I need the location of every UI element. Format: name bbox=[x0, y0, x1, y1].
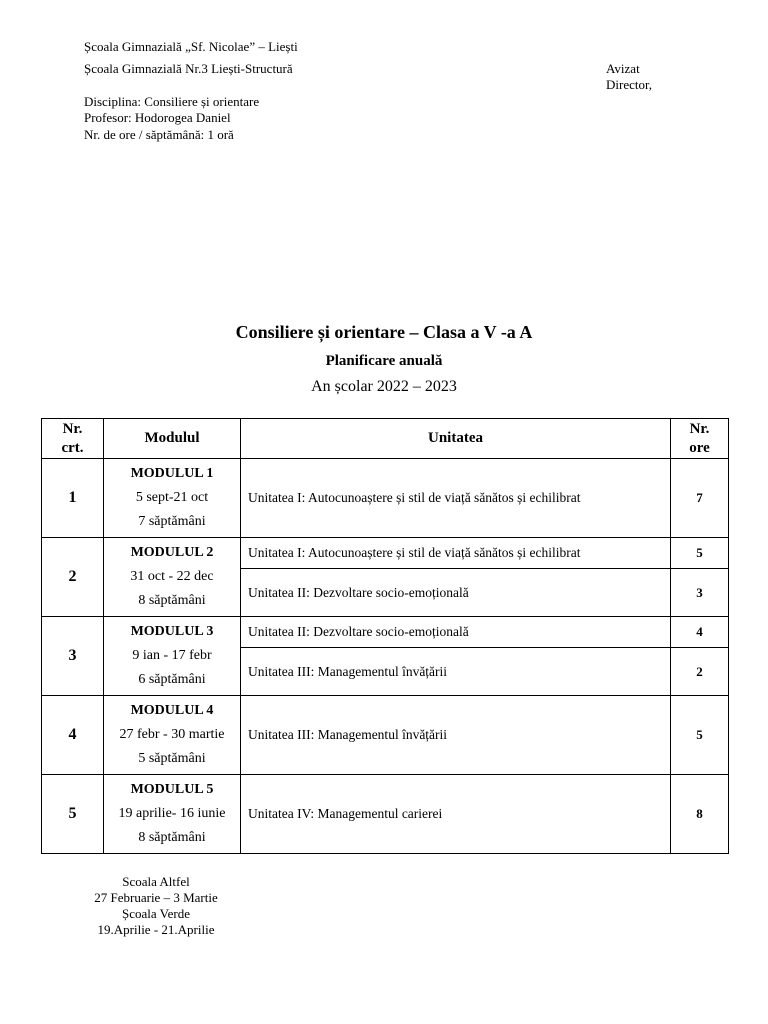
footer-line: Școala Verde bbox=[122, 906, 190, 921]
unit-cell: Unitatea IV: Managementul carierei bbox=[241, 775, 671, 854]
unit-cell: Unitatea I: Autocunoaștere și stil de viață sănătos și echilibrat bbox=[241, 459, 671, 538]
col-header-ore: Nr. ore bbox=[671, 419, 729, 459]
school-name-line2: Școala Gimnazială Nr.3 Liești-Structură bbox=[84, 61, 293, 76]
hours-cell: 3 bbox=[671, 569, 729, 617]
table-header-row bbox=[42, 419, 729, 459]
module-number: 1 bbox=[42, 459, 104, 538]
module-name: MODULUL 5 bbox=[130, 782, 214, 797]
hours-cell: 4 bbox=[671, 617, 729, 648]
avizat-label: Avizat bbox=[606, 61, 640, 76]
table-row bbox=[42, 538, 729, 569]
hours-cell: 5 bbox=[671, 538, 729, 569]
module-name: MODULUL 4 bbox=[130, 703, 214, 718]
unit-cell: Unitatea III: Managementul învățării bbox=[241, 696, 671, 775]
table-row bbox=[42, 696, 729, 775]
footer-notes bbox=[66, 874, 246, 938]
footer-line: 27 Februarie – 3 Martie bbox=[94, 890, 218, 905]
unit-cell: Unitatea II: Dezvoltare socio-emoțională bbox=[241, 617, 671, 648]
director-label: Director, bbox=[606, 77, 653, 92]
module-cell bbox=[104, 617, 241, 696]
module-dates: 5 sept-21 oct bbox=[135, 490, 209, 505]
hours-line: Nr. de ore / săptămână: 1 oră bbox=[84, 127, 234, 142]
hours-cell: 5 bbox=[671, 696, 729, 775]
module-cell bbox=[104, 775, 241, 854]
school-year: An școlar 2022 – 2023 bbox=[311, 378, 457, 395]
module-weeks: 8 săptămâni bbox=[138, 830, 206, 845]
module-dates: 19 aprilie- 16 iunie bbox=[118, 806, 226, 821]
module-number: 5 bbox=[42, 775, 104, 854]
module-number: 2 bbox=[42, 538, 104, 617]
table-row bbox=[42, 775, 729, 854]
module-weeks: 6 săptămâni bbox=[138, 672, 206, 687]
hours-cell: 2 bbox=[671, 648, 729, 696]
school-name-line1: Școala Gimnazială „Sf. Nicolae” – Liești bbox=[84, 39, 298, 54]
module-dates: 27 febr - 30 martie bbox=[119, 727, 225, 742]
module-name: MODULUL 2 bbox=[130, 545, 214, 560]
table-row bbox=[42, 459, 729, 538]
hours-cell: 7 bbox=[671, 459, 729, 538]
document-title: Consiliere și orientare – Clasa a V -a A bbox=[235, 322, 533, 342]
approval-block bbox=[606, 61, 652, 93]
unit-cell: Unitatea II: Dezvoltare socio-emoțională bbox=[241, 569, 671, 617]
hours-cell: 8 bbox=[671, 775, 729, 854]
module-weeks: 7 săptămâni bbox=[138, 514, 206, 529]
document-subtitle: Planificare anuală bbox=[325, 353, 443, 369]
col-header-nr: Nr. crt. bbox=[42, 419, 104, 459]
unit-cell: Unitatea I: Autocunoaștere și stil de viață sănătos și echilibrat bbox=[241, 538, 671, 569]
module-number: 3 bbox=[42, 617, 104, 696]
col-header-modul: Modulul bbox=[104, 419, 241, 459]
module-name: MODULUL 3 bbox=[130, 624, 214, 639]
table-row bbox=[42, 617, 729, 648]
teacher-line: Profesor: Hodorogea Daniel bbox=[84, 110, 231, 125]
module-dates: 31 oct - 22 dec bbox=[130, 569, 214, 584]
module-cell bbox=[104, 696, 241, 775]
planning-table bbox=[41, 418, 729, 854]
module-weeks: 8 săptămâni bbox=[138, 593, 206, 608]
footer-line: 19.Aprilie - 21.Aprilie bbox=[97, 922, 215, 937]
module-cell bbox=[104, 538, 241, 617]
module-name: MODULUL 1 bbox=[130, 466, 214, 481]
discipline-line: Disciplina: Consiliere și orientare bbox=[84, 94, 260, 109]
module-dates: 9 ian - 17 febr bbox=[132, 648, 212, 663]
unit-cell: Unitatea III: Managementul învățării bbox=[241, 648, 671, 696]
footer-line: Scoala Altfel bbox=[122, 874, 190, 889]
module-cell bbox=[104, 459, 241, 538]
module-number: 4 bbox=[42, 696, 104, 775]
module-weeks: 5 săptămâni bbox=[138, 751, 206, 766]
col-header-unitatea: Unitatea bbox=[241, 419, 671, 459]
